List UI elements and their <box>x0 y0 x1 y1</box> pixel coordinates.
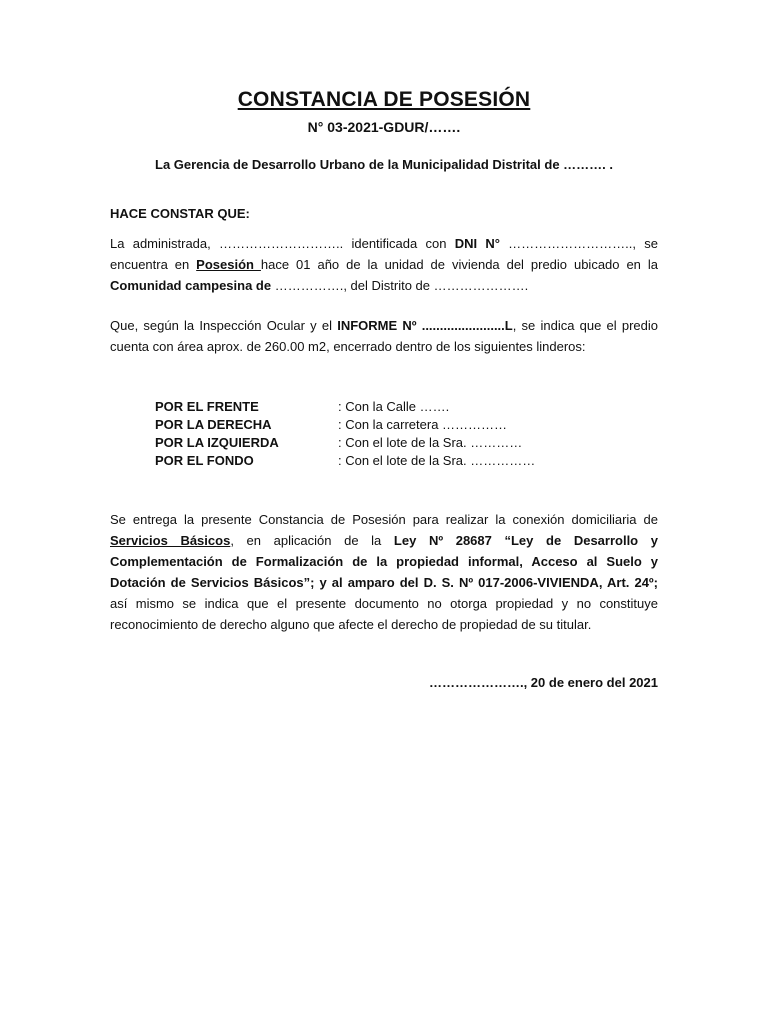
lindero-value: : Con la carretera …………… <box>338 417 508 432</box>
paragraph-entrega <box>110 509 658 635</box>
servicios-label: Servicios Básicos <box>110 533 231 548</box>
p1-text-1: La administrada, ……………………….. identificada con <box>110 236 455 251</box>
document-number: N° 03-2021-GDUR/……. <box>307 119 461 135</box>
lindero-label: POR LA DERECHA <box>155 417 272 432</box>
lindero-label: POR LA IZQUIERDA <box>155 435 279 450</box>
lindero-row <box>155 434 535 452</box>
lindero-value: : Con el lote de la Sra. ………… <box>338 435 523 450</box>
lindero-row <box>155 416 535 434</box>
p1-text-2: ……………………….., se encuentra en <box>110 236 658 272</box>
p3-text-2: , en aplicación de la <box>230 533 394 548</box>
paragraph-inspeccion <box>110 315 658 357</box>
lindero-label: POR EL FRENTE <box>155 399 259 414</box>
document-title: CONSTANCIA DE POSESIÓN <box>237 88 531 111</box>
lindero-label: POR EL FONDO <box>155 453 254 468</box>
section-heading: HACE CONSTAR QUE: <box>110 206 250 221</box>
p3-text-1: Se entrega la presente Constancia de Posesión para realizar la conexión domiciliaria de <box>110 512 658 527</box>
date-line: …………………., 20 de enero del 2021 <box>428 675 658 690</box>
intro-line: La Gerencia de Desarrollo Urbano de la Municipalidad Distrital de ………. . <box>155 157 613 172</box>
lindero-value: : Con el lote de la Sra. …………… <box>338 453 536 468</box>
informe-label: INFORME Nº .......................L <box>337 318 513 333</box>
p1-text-4: ……………., del Distrito de …………………. <box>271 278 529 293</box>
p2-text-2: , se indica que el predio cuenta con área aprox. de 260.00 m2, encerrado dentro de los siguientes linderos: <box>110 318 658 354</box>
lindero-value: : Con la Calle ……. <box>338 399 450 414</box>
lindero-row <box>155 398 535 416</box>
p3-text-3: así mismo se indica que el presente documento no otorga propiedad y no constituye reconocimiento de derecho alguno que afecte el derecho de propiedad de su titular. <box>110 596 658 632</box>
ley-reference: Ley Nº 28687 “Ley de Desarrollo y Complementación de Formalización de la propiedad informal, Acceso al Suelo y Dotación de Servicios Básicos”; y al amparo del D. S. Nº 017-2006-VIVIENDA, Art. 24º; <box>110 533 658 590</box>
posesion-label: Posesión <box>196 257 261 272</box>
linderos-list <box>155 398 535 470</box>
comunidad-label: Comunidad campesina de <box>110 278 272 293</box>
dni-label: DNI N° <box>454 236 500 251</box>
paragraph-administrada <box>110 233 658 296</box>
lindero-row <box>155 452 535 470</box>
p2-text-1: Que, según la Inspección Ocular y el <box>110 318 338 333</box>
p1-text-3: hace 01 año de la unidad de vivienda del predio ubicado en la <box>260 257 658 272</box>
